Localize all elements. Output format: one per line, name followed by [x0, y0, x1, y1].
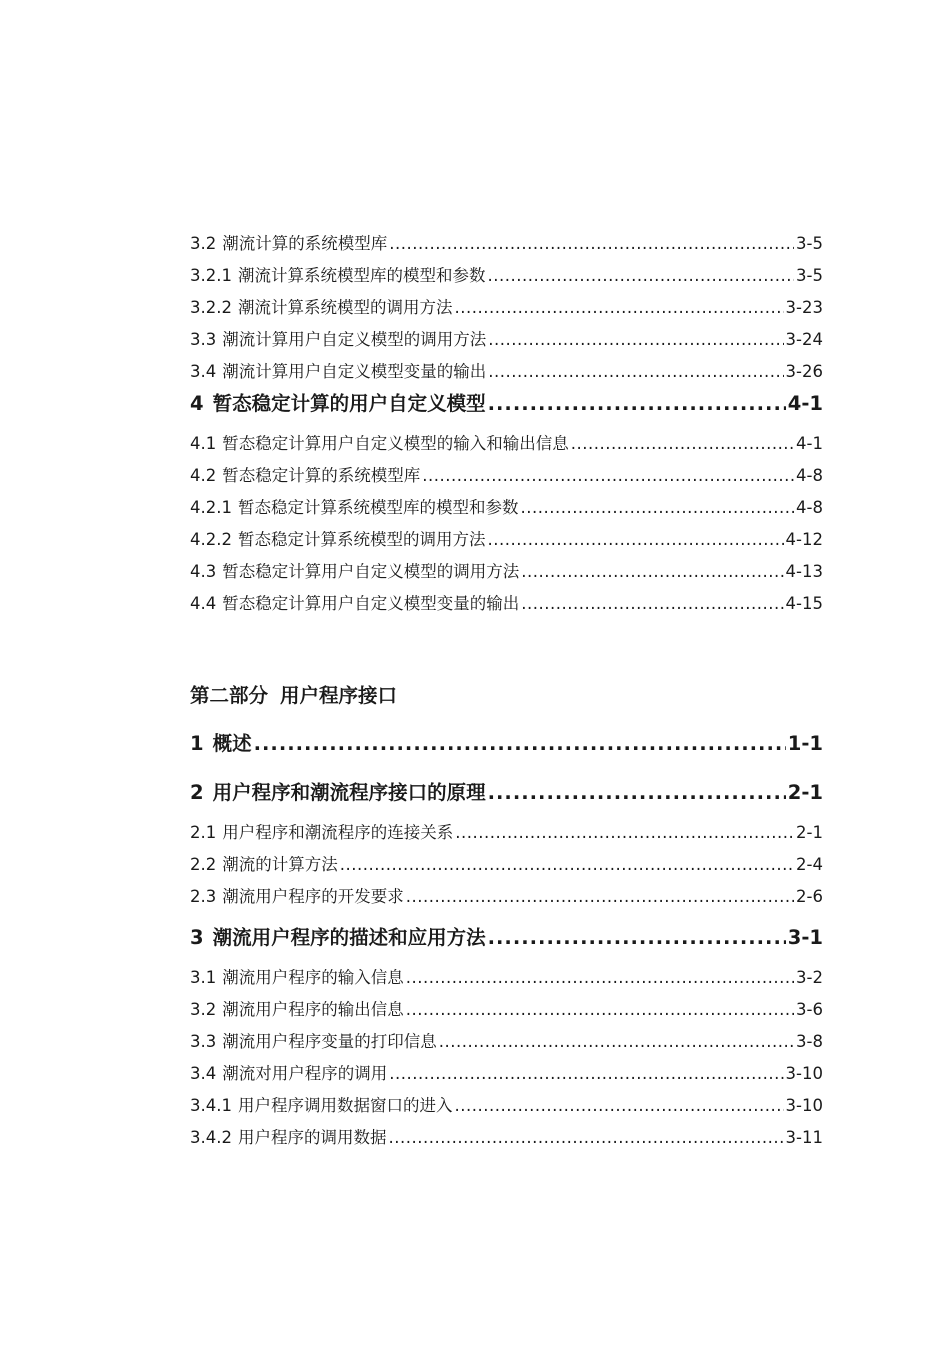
toc-leader-dots: [487, 530, 783, 549]
toc-leader-dots: [571, 434, 794, 453]
toc-leader-dots: [521, 594, 783, 613]
toc-entry-title: 暂态稳定计算的系统模型库: [222, 466, 421, 485]
toc-entry-page: 3-10: [785, 1064, 823, 1083]
toc-entry-page: 2-6: [796, 887, 823, 906]
toc-entry-number: 2.2: [190, 855, 217, 874]
toc-leader-dots: [389, 1064, 783, 1083]
toc-entry-number: 4.3: [190, 562, 217, 581]
toc-chapter-3[interactable]: [190, 922, 823, 950]
toc-leader-dots: [439, 1032, 794, 1051]
toc-entry-number: 3.4.2: [190, 1128, 232, 1147]
toc-entry-number: 3.2.2: [190, 298, 232, 317]
toc-entry-title: 潮流计算系统模型的调用方法: [237, 298, 453, 317]
toc-entry-2-2[interactable]: [190, 851, 823, 875]
toc-entry-page: 4-13: [785, 562, 823, 581]
toc-entry-3-3-b[interactable]: [190, 1028, 823, 1052]
toc-entry-title: 用户程序调用数据窗口的进入: [237, 1096, 453, 1115]
toc-entry-page: 1-1: [787, 732, 823, 755]
toc-leader-dots: [422, 466, 794, 485]
toc-entry-page: 4-8: [796, 498, 823, 517]
toc-entry-3-2[interactable]: [190, 230, 823, 254]
toc-entry-number: 1: [190, 732, 204, 755]
toc-entry-title: 暂态稳定计算用户自定义模型变量的输出: [222, 594, 520, 613]
toc-entry-title: 暂态稳定计算用户自定义模型的调用方法: [222, 562, 520, 581]
toc-entry-page: 2-1: [796, 823, 823, 842]
toc-entry-4-2-2[interactable]: [190, 526, 823, 550]
toc-entry-title: 暂态稳定计算用户自定义模型的输入和输出信息: [222, 434, 569, 453]
toc-entry-number: 4.4: [190, 594, 217, 613]
toc-entry-page: 3-11: [785, 1128, 823, 1147]
toc-entry-title: 潮流计算的系统模型库: [222, 234, 388, 253]
toc-entry-title: 潮流用户程序的输出信息: [222, 1000, 404, 1019]
toc-entry-number: 3.4.1: [190, 1096, 232, 1115]
toc-leader-dots: [488, 926, 786, 949]
toc-entry-page: 3-5: [796, 266, 823, 285]
toc-entry-number: 2: [190, 781, 204, 804]
toc-entry-4-1[interactable]: [190, 430, 823, 454]
toc-entry-title: 用户程序的调用数据: [237, 1128, 387, 1147]
toc-entry-page: 2-4: [796, 855, 823, 874]
toc-leader-dots: [388, 1128, 783, 1147]
toc-entry-4-4[interactable]: [190, 590, 823, 614]
toc-entry-page: 3-5: [796, 234, 823, 253]
toc-entry-3-1[interactable]: [190, 964, 823, 988]
toc-chapter-1[interactable]: [190, 728, 823, 756]
toc-leader-dots: [454, 298, 783, 317]
toc-entry-title: 概述: [212, 732, 252, 755]
toc-entry-number: 4.2.1: [190, 498, 232, 517]
toc-entry-number: 4: [190, 392, 204, 415]
toc-leader-dots: [406, 968, 794, 987]
toc-entry-page: 3-10: [785, 1096, 823, 1115]
toc-entry-number: 4.2: [190, 466, 217, 485]
toc-entry-3-2-1[interactable]: [190, 262, 823, 286]
toc-entry-page: 3-8: [796, 1032, 823, 1051]
toc-leader-dots: [488, 330, 783, 349]
toc-entry-title: 潮流用户程序的输入信息: [222, 968, 404, 987]
toc-entry-3-2-b[interactable]: [190, 996, 823, 1020]
toc-entry-title: 暂态稳定计算系统模型的调用方法: [237, 530, 486, 549]
toc-entry-page: 4-1: [796, 434, 823, 453]
toc-leader-dots: [488, 781, 786, 804]
part-heading: [190, 680, 397, 708]
toc-entry-number: 2.1: [190, 823, 217, 842]
toc-entry-page: 3-26: [785, 362, 823, 381]
toc-entry-2-3[interactable]: [190, 883, 823, 907]
toc-chapter-4[interactable]: [190, 388, 823, 416]
toc-entry-page: 4-8: [796, 466, 823, 485]
toc-entry-title: 用户程序和潮流程序的连接关系: [222, 823, 454, 842]
toc-entry-page: 4-1: [787, 392, 823, 415]
toc-entry-page: 4-15: [785, 594, 823, 613]
toc-leader-dots: [488, 392, 786, 415]
toc-entry-number: 3: [190, 926, 204, 949]
part-title: 用户程序接口: [280, 684, 398, 707]
toc-entry-number: 4.2.2: [190, 530, 232, 549]
toc-entry-number: 4.1: [190, 434, 217, 453]
toc-leader-dots: [487, 266, 794, 285]
toc-leader-dots: [454, 1096, 783, 1115]
toc-entry-title: 潮流对用户程序的调用: [222, 1064, 388, 1083]
toc-entry-3-4-1[interactable]: [190, 1092, 823, 1116]
toc-entry-page: 3-23: [785, 298, 823, 317]
toc-entry-3-3[interactable]: [190, 326, 823, 350]
toc-leader-dots: [389, 234, 794, 253]
toc-entry-page: 4-12: [785, 530, 823, 549]
toc-entry-page: 3-2: [796, 968, 823, 987]
toc-leader-dots: [406, 887, 794, 906]
toc-entry-3-4[interactable]: [190, 358, 823, 382]
toc-entry-number: 3.1: [190, 968, 217, 987]
toc-entry-page: 2-1: [787, 781, 823, 804]
toc-leader-dots: [455, 823, 794, 842]
toc-entry-title: 用户程序和潮流程序接口的原理: [212, 781, 486, 804]
toc-entry-number: 3.3: [190, 330, 217, 349]
toc-leader-dots: [521, 562, 783, 581]
toc-entry-4-2[interactable]: [190, 462, 823, 486]
toc-entry-number: 3.2: [190, 1000, 217, 1019]
toc-entry-3-2-2[interactable]: [190, 294, 823, 318]
toc-entry-page: 3-6: [796, 1000, 823, 1019]
toc-entry-4-2-1[interactable]: [190, 494, 823, 518]
toc-entry-title: 潮流计算用户自定义模型的调用方法: [222, 330, 487, 349]
toc-entry-number: 3.4: [190, 1064, 217, 1083]
toc-entry-3-4-b[interactable]: [190, 1060, 823, 1084]
toc-entry-title: 潮流计算系统模型库的模型和参数: [237, 266, 486, 285]
toc-entry-title: 暂态稳定计算的用户自定义模型: [212, 392, 486, 415]
toc-entry-number: 2.3: [190, 887, 217, 906]
toc-entry-number: 3.2.1: [190, 266, 232, 285]
toc-leader-dots: [340, 855, 794, 874]
toc-entry-page: 3-24: [785, 330, 823, 349]
toc-entry-title: 潮流计算用户自定义模型变量的输出: [222, 362, 487, 381]
toc-leader-dots: [254, 732, 786, 755]
toc-entry-title: 潮流用户程序的开发要求: [222, 887, 404, 906]
toc-leader-dots: [406, 1000, 794, 1019]
toc-entry-2-1[interactable]: [190, 819, 823, 843]
toc-entry-number: 3.2: [190, 234, 217, 253]
toc-leader-dots: [488, 362, 783, 381]
toc-chapter-2[interactable]: [190, 777, 823, 805]
toc-entry-page: 3-1: [787, 926, 823, 949]
toc-entry-3-4-2[interactable]: [190, 1124, 823, 1148]
toc-entry-number: 3.4: [190, 362, 217, 381]
toc-entry-title: 暂态稳定计算系统模型库的模型和参数: [237, 498, 519, 517]
toc-entry-title: 潮流用户程序变量的打印信息: [222, 1032, 437, 1051]
toc-leader-dots: [520, 498, 794, 517]
toc-entry-title: 潮流的计算方法: [222, 855, 338, 874]
toc-entry-4-3[interactable]: [190, 558, 823, 582]
toc-entry-title: 潮流用户程序的描述和应用方法: [212, 926, 486, 949]
toc-entry-number: 3.3: [190, 1032, 217, 1051]
part-label: 第二部分: [190, 684, 269, 707]
